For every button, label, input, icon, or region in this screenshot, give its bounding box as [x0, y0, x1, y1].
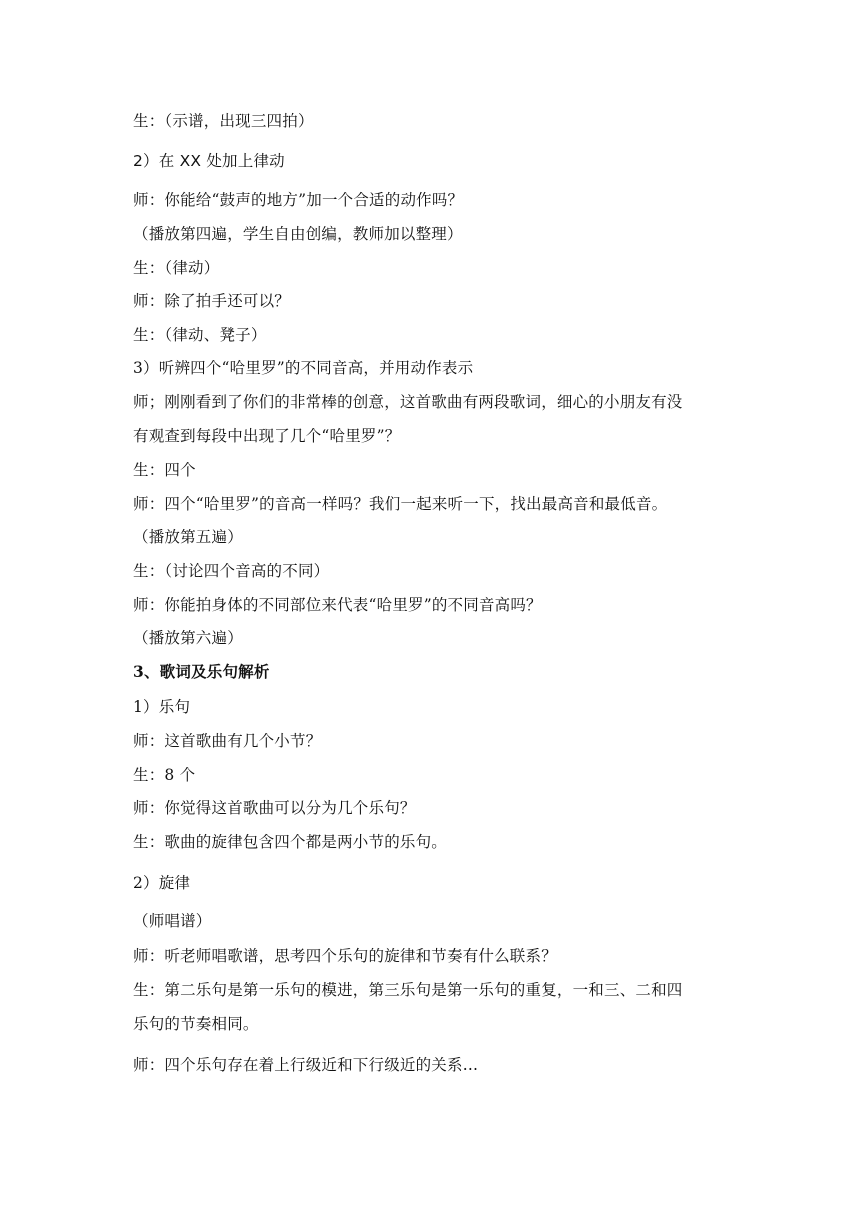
dialogue-line-teacher: 师：这首歌曲有几个小节？ [133, 732, 322, 750]
dialogue-line-teacher: 师：四个乐句存在着上行级近和下行级近的关系... [133, 1056, 479, 1074]
dialogue-line-student: 生：四个 [133, 461, 196, 479]
stage-direction: （播放第六遍） [133, 629, 243, 647]
dialogue-line-student: 生：8 个 [133, 766, 196, 784]
dialogue-line-student: 生：（讨论四个音高的不同） [133, 562, 330, 580]
stage-direction: （播放第四遍，学生自由创编，教师加以整理） [133, 225, 463, 243]
dialogue-line-teacher: 师：除了拍手还可以？ [133, 292, 291, 310]
dialogue-line-student: 生：（律动） [133, 259, 220, 277]
dialogue-line-student: 生：第二乐句是第一乐句的模进，第三乐句是第一乐句的重复，一和三、二和四 [133, 981, 683, 999]
dialogue-line-teacher: 师：你觉得这首歌曲可以分为几个乐句？ [133, 799, 416, 817]
dialogue-line-student-continued: 乐句的节奏相同。 [133, 1015, 259, 1033]
dialogue-line-teacher-continued: 有观查到每段中出现了几个“哈里罗”？ [133, 427, 401, 445]
stage-direction: （播放第五遍） [133, 528, 243, 546]
dialogue-line-student: 生：（示谱，出现三四拍） [133, 112, 314, 130]
dialogue-line-student: 生：（律动、凳子） [133, 326, 267, 344]
dialogue-line-teacher: 师：你能拍身体的不同部位来代表“哈里罗”的不同音高吗？ [133, 596, 542, 614]
section-item-rhythm: 2）在 XX 处加上律动 [133, 152, 285, 170]
section-item-phrase: 1）乐句 [133, 698, 191, 716]
dialogue-line-teacher: 师；刚刚看到了你们的非常棒的创意，这首歌曲有两段歌词，细心的小朋友有没 [133, 393, 683, 411]
section-heading: 3、歌词及乐句解析 [133, 662, 270, 681]
section-item-melody: 2）旋律 [133, 874, 191, 892]
dialogue-line-teacher: 师：四个“哈里罗”的音高一样吗？我们一起来听一下，找出最高音和最低音。 [133, 495, 668, 513]
dialogue-line-student: 生：歌曲的旋律包含四个都是两小节的乐句。 [133, 833, 448, 851]
stage-direction: （师唱谱） [133, 912, 212, 930]
dialogue-line-teacher: 师：你能给“鼓声的地方”加一个合适的动作吗？ [133, 191, 464, 209]
dialogue-line-teacher: 师：听老师唱歌谱，思考四个乐句的旋律和节奏有什么联系？ [133, 947, 557, 965]
section-item-pitch: 3）听辨四个“哈里罗”的不同音高，并用动作表示 [133, 359, 474, 377]
